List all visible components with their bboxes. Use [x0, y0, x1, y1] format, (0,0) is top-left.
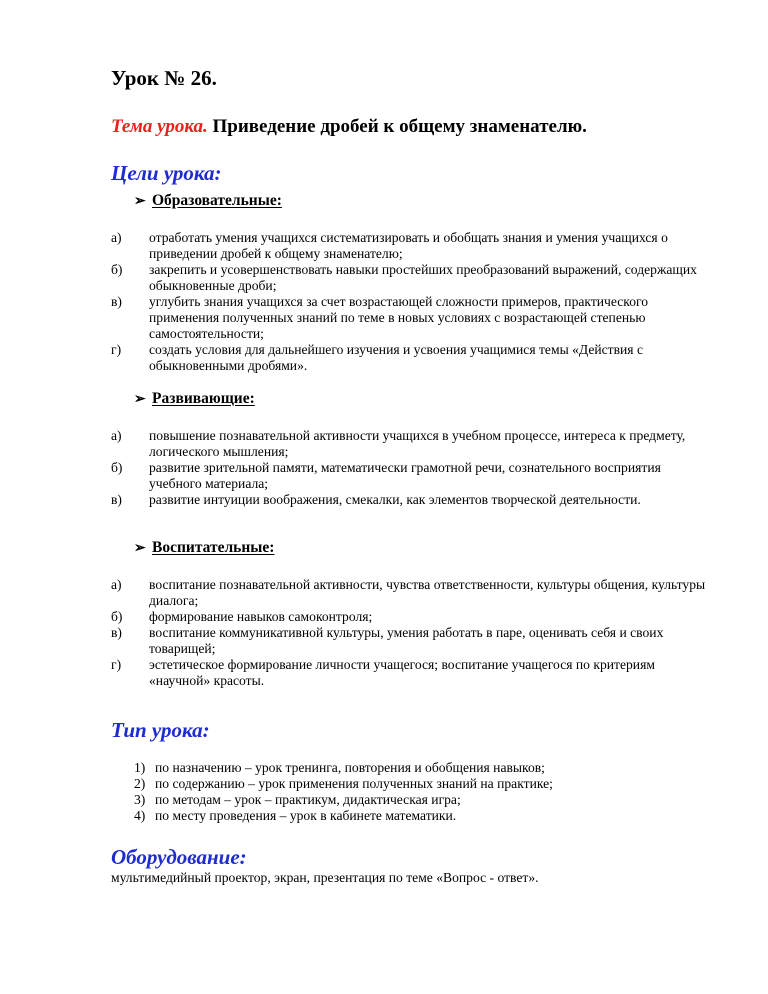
list-item-text: углубить знания учащихся за счет возрастающей сложности примеров, практического применения полученных знаний по теме в новых условиях с возрастающей степенью самостоятельности;: [149, 294, 649, 341]
list-item: [111, 262, 711, 294]
list-item: [134, 760, 694, 776]
equipment-text: мультимедийный проектор, экран, презентация по теме «Вопрос - ответ».: [111, 870, 539, 885]
list-item: [111, 492, 711, 508]
list-item-text: по месту проведения – урок в кабинете математики.: [155, 808, 457, 823]
arrow-bullet-icon: ➢: [134, 541, 146, 556]
list-item-text: создать условия для дальнейшего изучения и усвоения учащимися темы «Действия с обыкновенными дробями».: [149, 342, 643, 373]
list-marker: 2): [134, 776, 146, 791]
list-item: [134, 792, 694, 808]
upbringing-goals-label: Воспитательные:: [152, 539, 275, 556]
list-item-text: отработать умения учащихся систематизировать и обобщать знания и умения учащихся о приведении дробей к общему знаменателю;: [149, 230, 668, 261]
equipment-heading: Оборудование:: [111, 845, 247, 869]
developing-goals-heading: [134, 390, 255, 408]
arrow-bullet-icon: ➢: [134, 194, 146, 209]
list-item-text: развитие зрительной памяти, математически грамотной речи, сознательного восприятия учебного материала;: [149, 460, 661, 491]
arrow-bullet-icon: ➢: [134, 392, 146, 407]
educational-goals-heading: [134, 192, 282, 210]
list-item-text: воспитание коммуникативной культуры, умения работать в паре, оценивать себя и своих товарищей;: [149, 625, 664, 656]
list-marker: в): [111, 625, 122, 640]
lesson-type-heading: Тип урока:: [111, 718, 210, 742]
topic-text: Приведение дробей к общему знаменателю.: [212, 116, 587, 137]
list-item: [111, 428, 711, 460]
list-item-text: закрепить и усовершенствовать навыки простейших преобразований выражений, содержащих обыкновенные дроби;: [149, 262, 697, 293]
educational-goals-label: Образовательные:: [152, 192, 282, 209]
list-item: [111, 577, 711, 609]
list-item: [134, 776, 694, 792]
list-item: [111, 460, 711, 492]
list-item-text: по методам – урок – практикум, дидактическая игра;: [155, 792, 461, 807]
list-item-text: повышение познавательной активности учащихся в учебном процессе, интереса к предмету, логического мышления;: [149, 428, 686, 459]
topic-label: Тема урока.: [111, 116, 208, 137]
developing-goals-label: Развивающие:: [152, 390, 255, 407]
list-item-text: по содержанию – урок применения полученных знаний на практике;: [155, 776, 553, 791]
list-item-text: развитие интуиции воображения, смекалки, как элементов творческой деятельности.: [149, 492, 641, 507]
list-marker: 1): [134, 760, 146, 775]
list-marker: а): [111, 230, 122, 245]
list-marker: г): [111, 342, 122, 357]
list-marker: б): [111, 262, 123, 277]
list-marker: 4): [134, 808, 146, 823]
list-item: [111, 294, 711, 342]
list-item: [111, 230, 711, 262]
list-item: [111, 625, 711, 657]
list-item-text: эстетическое формирование личности учащегося; воспитание учащегося по критериям «научной» красоты.: [149, 657, 655, 688]
lesson-title: Урок № 26.: [111, 66, 217, 90]
list-marker: в): [111, 294, 122, 309]
list-marker: 3): [134, 792, 146, 807]
list-marker: б): [111, 460, 123, 475]
list-item: [111, 342, 711, 374]
list-item-text: воспитание познавательной активности, чувства ответственности, культуры общения, культуры диалога;: [149, 577, 706, 608]
upbringing-goals-heading: [134, 539, 274, 557]
list-item-text: по назначению – урок тренинга, повторения и обобщения навыков;: [155, 760, 545, 775]
list-marker: а): [111, 577, 122, 592]
list-marker: а): [111, 428, 122, 443]
list-item-text: формирование навыков самоконтроля;: [149, 609, 373, 624]
list-item: [111, 609, 711, 625]
list-marker: г): [111, 657, 122, 672]
list-marker: в): [111, 492, 122, 507]
goals-heading: Цели урока:: [111, 161, 222, 185]
lesson-topic: [111, 116, 587, 138]
list-marker: б): [111, 609, 123, 624]
list-item: [134, 808, 694, 824]
list-item: [111, 657, 711, 689]
